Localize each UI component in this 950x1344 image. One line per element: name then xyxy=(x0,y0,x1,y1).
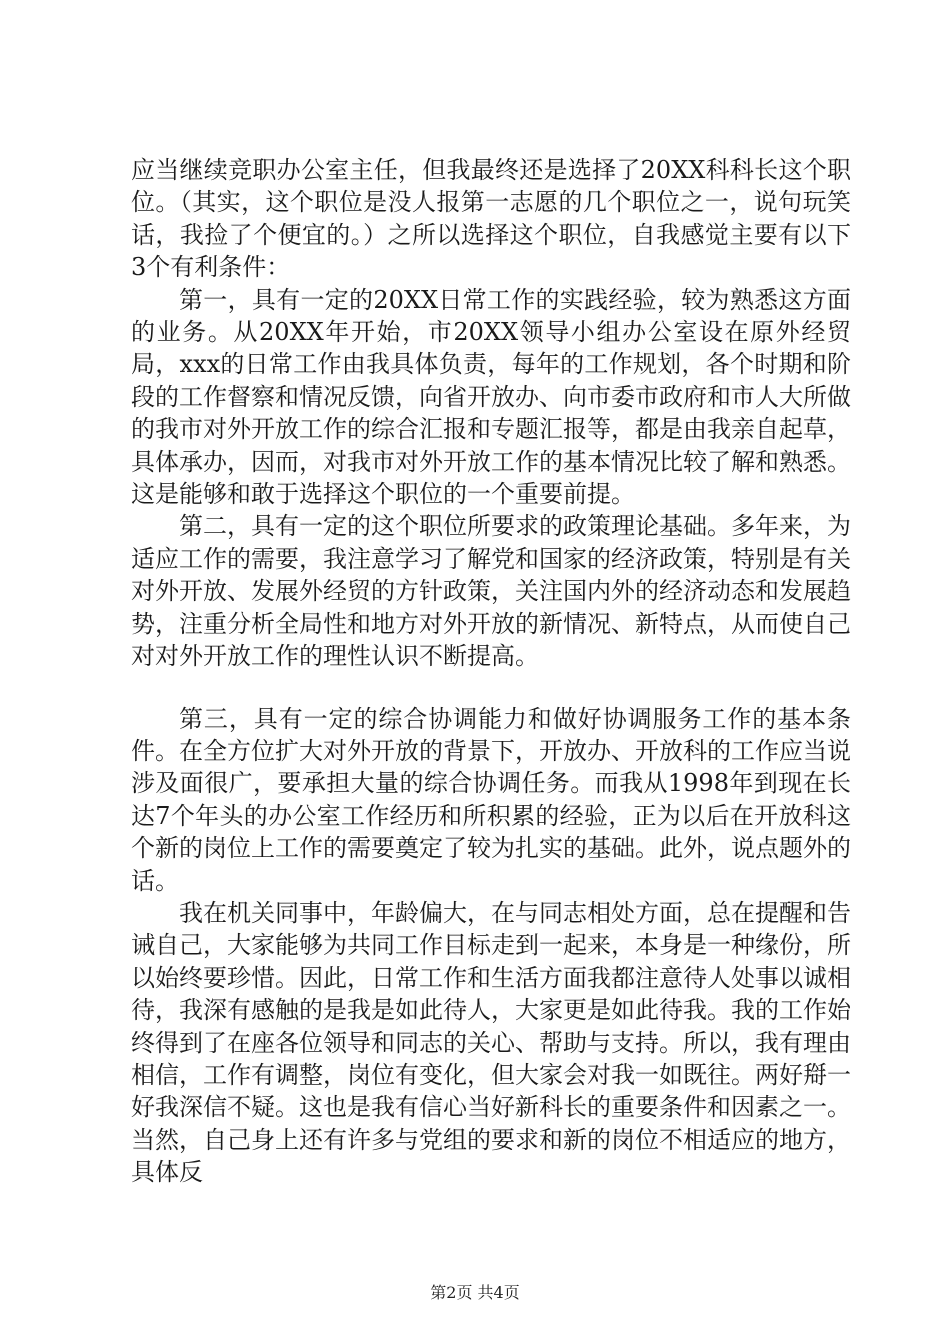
document-body xyxy=(131,154,851,1189)
paragraph-third-condition: 第三，具有一定的综合协调能力和做好协调服务工作的基本条件。在全方位扩大对外开放的背景下，开放办、开放科的工作应当说涉及面很广，要承担大量的综合协调任务。而我从1998年到现在长达7个年头的办公室工作经历和所积累的经验，正为以后在开放科这个新的岗位上工作的需要奠定了较为扎实的基础。此外，说点题外的话。 xyxy=(131,704,851,895)
paragraph-second-condition: 第二，具有一定的这个职位所要求的政策理论基础。多年来，为适应工作的需要，我注意学习了解党和国家的经济政策，特别是有关对外开放、发展外经贸的方针政策，关注国内外的经济动态和发展趋势，注重分析全局性和地方对外开放的新情况、新特点，从而使自己对对外开放工作的理性认识不断提高。 xyxy=(131,512,851,671)
page-number-footer: 第2页 共4页 xyxy=(430,1283,520,1302)
paragraph-colleagues: 我在机关同事中，年龄偏大，在与同志相处方面，总在提醒和告诫自己，大家能够为共同工作目标走到一起来，本身是一种缘份，所以始终要珍惜。因此，日常工作和生活方面我都注意待人处事以诚相待，我深有感触的是我是如此待人，大家更是如此待我。我的工作始终得到了在座各位领导和同志的关心、帮助与支持。所以，我有理由相信，工作有调整，岗位有变化，但大家会对我一如既往。两好搿一好我深信不疑。这也是我有信心当好新科长的重要条件和因素之一。当然，自己身上还有许多与党组的要求和新的岗位不相适应的地方，具体反 xyxy=(131,898,851,1187)
paragraph-first-condition: 第一，具有一定的20XX日常工作的实践经验，较为熟悉这方面的业务。从20XX年开始，市20XX领导小组办公室设在原外经贸局，xxx的日常工作由我具体负责，每年的工作规划，各个时期和阶段的工作督察和情况反馈，向省开放办、向市委市政府和市人大所做的我市对外开放工作的综合汇报和专题汇报等，都是由我亲自起草，具体承办，因而，对我市对外开放工作的基本情况比较了解和熟悉。这是能够和敢于选择这个职位的一个重要前提。 xyxy=(131,285,851,509)
paragraph-continuation: 应当继续竞职办公室主任，但我最终还是选择了20XX科科长这个职位。（其实，这个职位是没人报第一志愿的几个职位之一，说句玩笑话，我捡了个便宜的。）之所以选择这个职位，自我感觉主要有以下3个有利条件： xyxy=(131,156,851,282)
